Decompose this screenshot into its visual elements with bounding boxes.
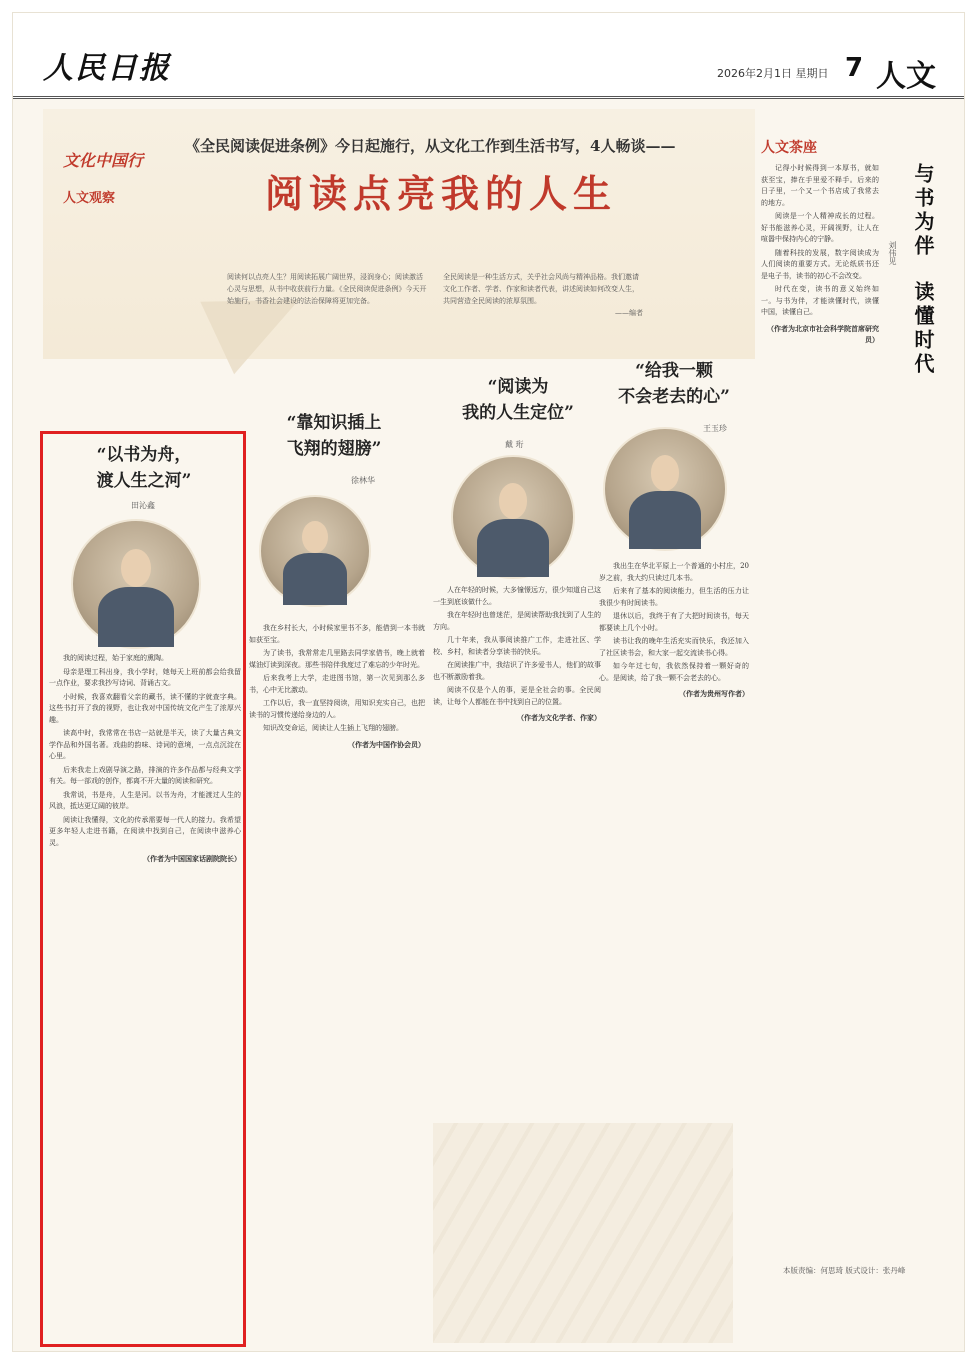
paragraph: 后来有了基本的阅读能力，但生活的压力让我很少有时间读书。 (599, 587, 749, 607)
author-photo (259, 495, 371, 607)
sidebar-title-1: 与书为伴 (911, 163, 935, 259)
paragraph: 时代在变，读书的意义始终如一。与书为伴，才能读懂时代，读懂中国，读懂自己。 (761, 285, 879, 316)
masthead (13, 13, 965, 99)
headline-kicker: 《全民阅读促进条例》今日起施行，从文化工作到生活书写，4人畅谈—— (185, 137, 676, 155)
editor-note: ——编者 (615, 309, 643, 317)
author-photo (603, 427, 727, 551)
paragraph: 几十年来，我从事阅读推广工作，走进社区、学校、乡村，和读者分享读书的快乐。 (433, 636, 601, 656)
paragraph: 为了读书，我常常走几里路去同学家借书，晚上就着煤油灯读到深夜。那些书陪伴我度过了难忘的少年时光。 (249, 649, 425, 669)
article-3-author: 戴 珩 (505, 440, 524, 449)
article-4-body (599, 561, 749, 1061)
page-number: 7 (845, 53, 864, 83)
author-photo (451, 455, 575, 579)
sidebar-title-2: 读懂时代 (911, 281, 935, 377)
paragraph: 知识改变命运，阅读让人生插上飞翔的翅膀。 (263, 724, 403, 732)
author-photo (71, 519, 201, 649)
intro-right-text: 全民阅读是一种生活方式，关乎社会风尚与精神品格。我们邀请文化工作者、学者、作家和读者代表，讲述阅读如何改变人生，共同营造全民阅读的浓厚氛围。 (443, 273, 639, 305)
paragraph: 小时候，我喜欢翻看父亲的藏书，读不懂的字就查字典。这些书打开了我的视野，也让我对中国传统文化产生了浓厚兴趣。 (49, 692, 241, 724)
paragraph: 阅读让我懂得，文化的传承需要每一代人的接力。我希望更多年轻人走进书籍，在阅读中找到自己，在阅读中滋养心灵。 (49, 815, 241, 847)
paragraph: 记得小时候得到一本厚书，就如获至宝，捧在手里爱不释手。后来的日子里，一个又一个书店成了我常去的地方。 (761, 164, 879, 207)
paragraph: 随着科技的发展，数字阅读成为人们阅读的重要方式。无论纸质书还是电子书，读书的初心不会改变。 (761, 248, 879, 280)
paragraph: 工作以后，我一直坚持阅读，用知识充实自己，也把读书的习惯传递给身边的人。 (249, 699, 425, 719)
paragraph: 在阅读推广中，我结识了许多爱书人，他们的故事也不断激励着我。 (433, 661, 601, 681)
paragraph: 阅读是一个人精神成长的过程。好书能滋养心灵，开阔视野，让人在喧嚣中保持内心的宁静。 (761, 212, 879, 243)
author-note: （作者为文化学者、作家） (517, 713, 601, 722)
sidebar-column-label: 人文茶座 (761, 140, 817, 156)
intro-right (443, 271, 643, 319)
article-1-title: “以书为舟， 渡人生之河” (96, 445, 192, 491)
article-3-body (433, 585, 601, 1105)
newspaper-page (12, 12, 965, 1352)
series-logo: 文化中国行 (63, 151, 144, 170)
sidebar-body (761, 163, 879, 1243)
article-4-title: “给我一颗 不会老去的心” (618, 361, 730, 407)
paragraph: 母亲是理工科出身，我小学时，她每天上班前都会给我留一点作业，要求我抄写诗词、背诵古文。 (49, 667, 241, 687)
article-2-body (249, 623, 425, 1183)
article-3-title: “阅读为 我的人生定位” (462, 377, 574, 423)
sidebar-author: 刘伟见 (888, 241, 897, 265)
article-1-author: 田沁鑫 (131, 501, 155, 510)
paragraph: 读书让我的晚年生活充实而快乐，我还加入了社区读书会，和大家一起交流读书心得。 (599, 637, 749, 657)
article-1-body (49, 653, 241, 1341)
paragraph: 我在年轻时也曾迷茫，是阅读帮助我找到了人生的方向。 (433, 611, 601, 631)
article-4-author: 王玉珍 (703, 424, 727, 433)
intro-left: 阅读何以点亮人生？用阅读拓展广阔世界，浸润身心；阅读激活心灵与思想，从书中收获前行力量。《全民阅读促进条例》今天开始施行，书香社会建设的法治保障将更加完备。 (227, 273, 427, 305)
column-label: 人文观察 (63, 191, 116, 206)
books-illustration (433, 1123, 733, 1343)
paragraph: 人在年轻的时候，大多憧憬远方，很少知道自己这一生到底该做什么。 (433, 586, 601, 606)
paragraph: 我常说，书是舟，人生是河。以书为舟，才能渡过人生的风浪，抵达更辽阔的彼岸。 (49, 790, 241, 810)
paragraph: 阅读不仅是个人的事，更是全社会的事。全民阅读，让每个人都能在书中找到自己的位置。 (433, 686, 601, 706)
paragraph: 如今年过七旬，我依然保持着一颗好奇的心。是阅读，给了我一颗不会老去的心。 (599, 662, 749, 682)
author-note: （作者为中国国家话剧院院长） (143, 854, 241, 863)
author-note: （作者为贵州写作者） (679, 689, 749, 698)
paragraph: 后来我走上戏剧导演之路，排演的许多作品都与经典文学有关。每一部戏的创作，都离不开大量的阅读和研究。 (49, 765, 241, 785)
paragraph: 退休以后，我终于有了大把时间读书，每天都要读上几个小时。 (599, 612, 749, 632)
newspaper-logo: 人民日报 (43, 51, 171, 86)
article-2-author: 徐林华 (351, 476, 375, 485)
article-2-title: “靠知识插上 飞翔的翅膀” (286, 413, 382, 459)
author-note: （作者为中国作协会员） (348, 739, 425, 749)
issue-date: 2026年2月1日 星期日 (717, 67, 829, 80)
page-credits: 本版责编：何思琦 版式设计：张丹峰 (783, 1266, 906, 1275)
paragraph: 我出生在华北平原上一个普通的小村庄，20岁之前，我大约只读过几本书。 (599, 562, 749, 582)
section-name: 人文 (876, 59, 936, 94)
paragraph: 后来我考上大学，走进图书馆，第一次见到那么多书，心中无比激动。 (249, 674, 425, 694)
paragraph: 我在乡村长大，小时候家里书不多，能借到一本书就如获至宝。 (249, 624, 425, 644)
paragraph: 我的阅读过程，始于家庭的熏陶。 (63, 654, 168, 662)
paragraph: 读高中时，我常常在书店一站就是半天，读了大量古典文学作品和外国名著。戏曲的韵味、诗词的意境，一点点沉淀在心里。 (49, 729, 241, 760)
author-note: （作者为北京市社会科学院首席研究员） (767, 323, 879, 344)
page-headline: 阅读点亮我的人生 (265, 172, 618, 216)
